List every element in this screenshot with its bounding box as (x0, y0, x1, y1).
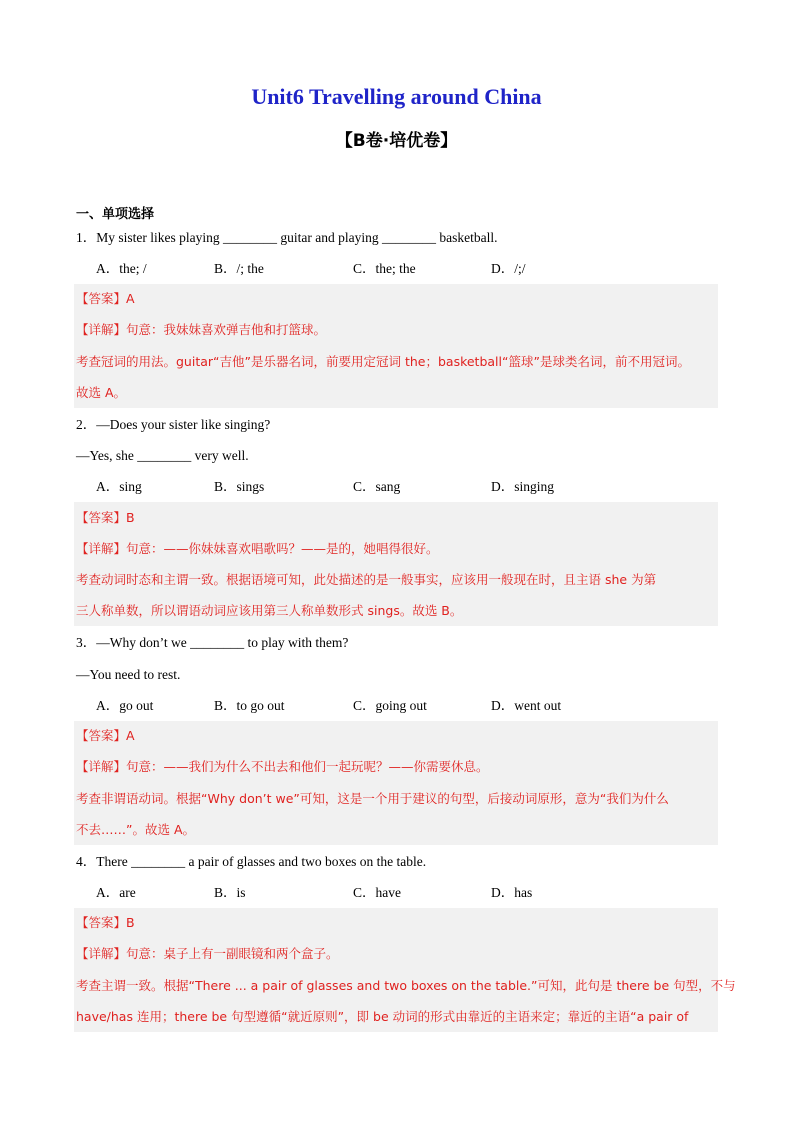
section-heading: 一、单项选择 (76, 207, 155, 222)
q4-explain-line-1: 考查主谓一致。根据“There ... a pair of glasses and two boxes on the table.”可知，此句是 there be 句型，不与 (76, 978, 736, 993)
q2-answer-box (74, 502, 718, 626)
q4-option-d: D．has (491, 885, 533, 900)
q3-detail: 【详解】句意：——我们为什么不出去和他们一起玩呢？——你需要休息。 (76, 759, 489, 774)
q2-option-c: C．sang (353, 479, 401, 494)
q2-option-a: A．sing (96, 479, 142, 494)
q3-answer: 【答案】A (76, 728, 135, 743)
q1-option-d: D．/;/ (491, 261, 526, 276)
q3-answer-box (74, 721, 718, 845)
question-3-stem-line-2: —You need to rest. (76, 667, 181, 682)
q3-option-a: A．go out (96, 698, 154, 713)
q4-detail: 【详解】句意：桌子上有一副眼镜和两个盒子。 (76, 946, 339, 961)
q1-answer-box (74, 284, 718, 408)
q2-detail: 【详解】句意：——你妹妹喜欢唱歌吗？——是的，她唱得很好。 (76, 541, 439, 556)
q2-option-d: D．singing (491, 479, 555, 494)
question-1-stem: 1．My sister likes playing ________ guitar and playing ________ basketball. (76, 230, 498, 245)
question-2-stem-line-2: —Yes, she ________ very well. (76, 448, 249, 463)
q1-explain-line-2: 故选 A。 (76, 385, 127, 400)
question-2-stem: 2．—Does your sister like singing? (76, 417, 271, 432)
q1-option-b: B．/; the (214, 261, 264, 276)
q3-option-d: D．went out (491, 698, 562, 713)
q4-explain-line-2: have/has 连用；there be 句型遵循“就近原则”，即 be 动词的形式由靠近的主语来定；靠近的主语“a pair of (76, 1009, 689, 1024)
q1-explain-line-1: 考查冠词的用法。guitar“吉他”是乐器名词，前要用定冠词 the；basketball“篮球”是球类名词，前不用冠词。 (76, 354, 690, 369)
q2-answer: 【答案】B (76, 510, 135, 525)
page-subtitle: 【B卷·培优卷】 (335, 131, 458, 151)
q1-option-c: C．the; the (353, 261, 416, 276)
q1-answer: 【答案】A (76, 291, 135, 306)
page-title: Unit6 Travelling around China (251, 84, 542, 109)
q4-answer: 【答案】B (76, 915, 135, 930)
q3-explain-line-1: 考查非谓语动词。根据“Why don’t we”可知，这是一个用于建议的句型，后接动词原形，意为“我们为什么 (76, 791, 669, 806)
q2-option-b: B．sings (214, 479, 265, 494)
q1-detail: 【详解】句意：我妹妹喜欢弹吉他和打篮球。 (76, 322, 327, 337)
question-3-stem: 3．—Why don’t we ________ to play with them? (76, 635, 349, 650)
q3-option-b: B．to go out (214, 698, 285, 713)
q3-option-c: C．going out (353, 698, 427, 713)
q2-explain-line-2: 三人称单数，所以谓语动词应该用第三人称单数形式 sings。故选 B。 (76, 603, 463, 618)
q3-explain-line-2: 不去……”。故选 A。 (76, 822, 196, 837)
q4-option-b: B．is (214, 885, 246, 900)
q4-option-a: A．are (96, 885, 136, 900)
q1-option-a: A．the; / (96, 261, 147, 276)
q4-answer-box (74, 908, 736, 1032)
question-4-stem: 4．There ________ a pair of glasses and two boxes on the table. (76, 854, 427, 869)
q4-option-c: C．have (353, 885, 401, 900)
q2-explain-line-1: 考查动词时态和主谓一致。根据语境可知，此处描述的是一般事实，应该用一般现在时，且主语 she 为第 (76, 572, 657, 587)
